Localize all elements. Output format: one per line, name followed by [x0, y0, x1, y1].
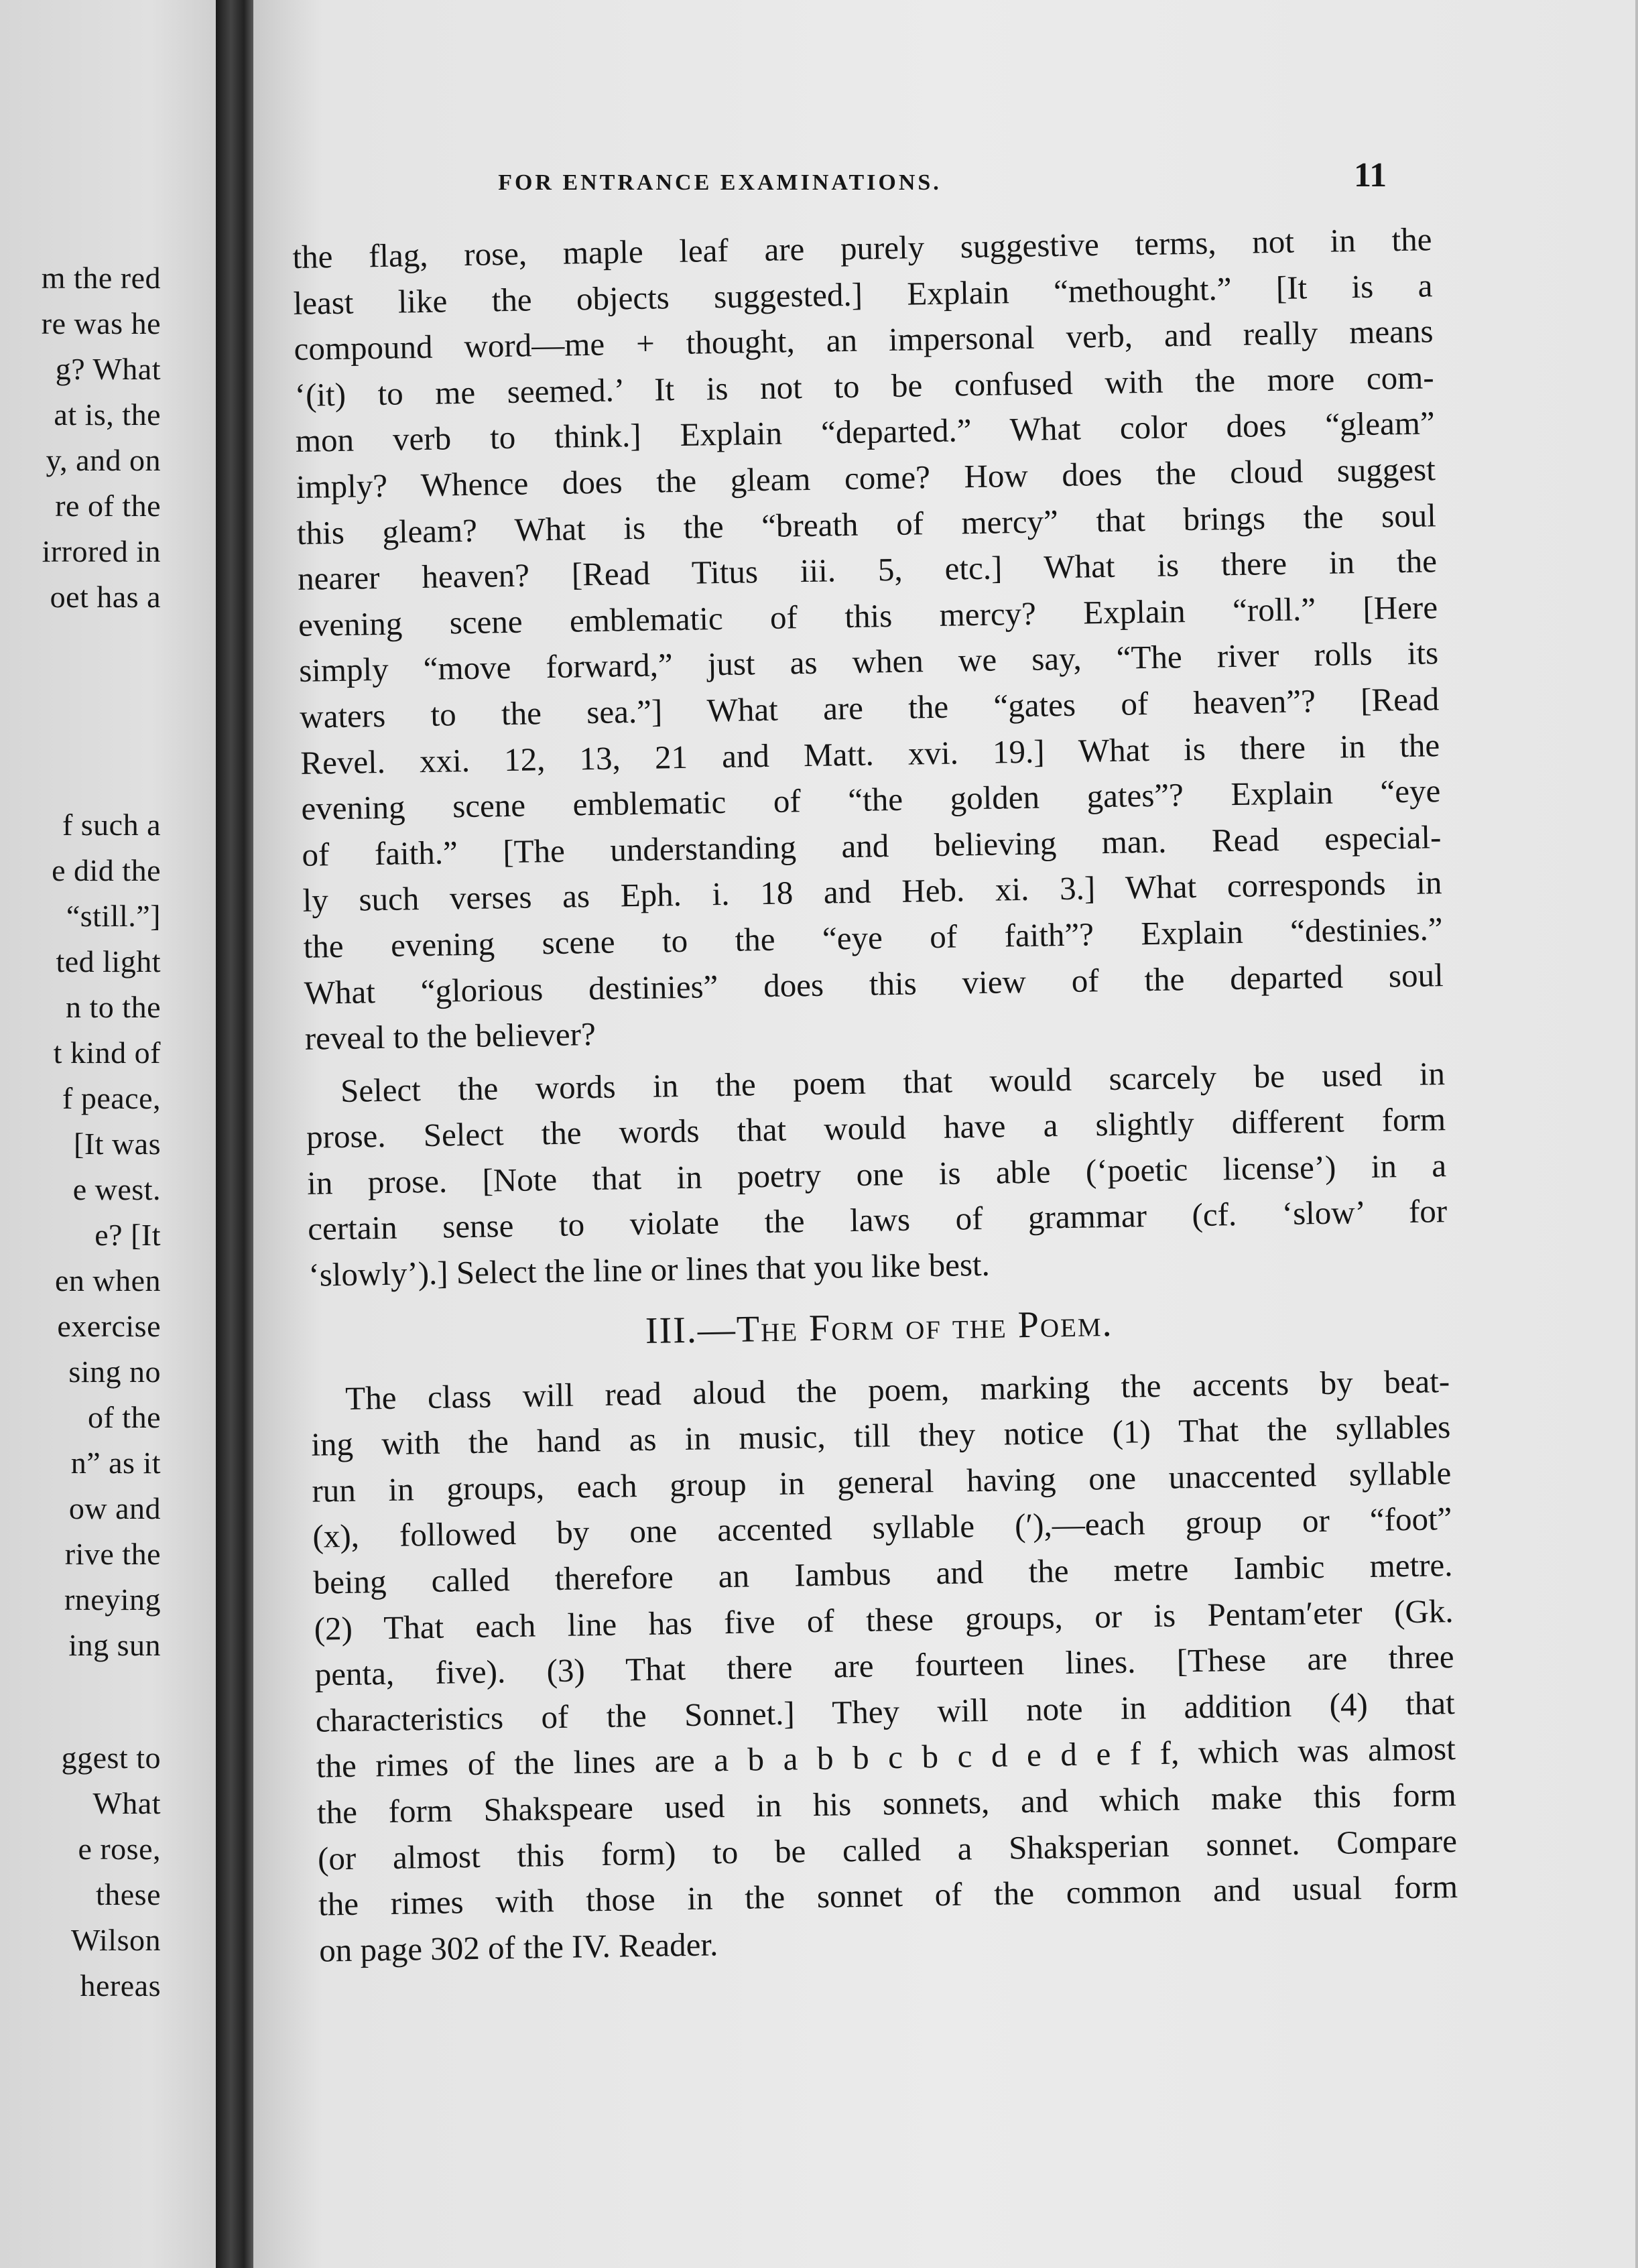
left-fragment: rive the: [64, 1537, 161, 1571]
text-line: penta, five). (3) That there are fourteen lines. [These are three: [314, 1638, 1454, 1693]
text-line: reveal to the believer?: [304, 1015, 596, 1057]
left-fragment: n” as it: [70, 1446, 161, 1480]
left-fragment: of the: [87, 1400, 161, 1434]
left-fragment: n to the: [66, 990, 161, 1024]
text-line: certain sense to violate the laws of grammar (cf. ‘slow’ for: [307, 1192, 1448, 1248]
text-line: (2) That each line has five of these groups, or is Pentam′eter (Gk.: [314, 1592, 1454, 1647]
text-line: the evening scene to the “eye of faith”? Explain “destinies.”: [303, 910, 1443, 965]
left-fragment: [It was: [74, 1127, 161, 1161]
left-fragment: e west.: [72, 1172, 161, 1206]
left-fragment: at is, the: [54, 397, 161, 432]
left-fragment: en when: [54, 1263, 161, 1298]
left-fragment: f peace,: [62, 1081, 161, 1115]
text-line: in prose. [Note that in poetry one is able (‘poetic license’) in a: [306, 1147, 1447, 1202]
left-page: [0, 0, 216, 2268]
text-line: (or almost this form) to be called a Shaksperian sonnet. Compare: [317, 1822, 1458, 1877]
section-heading: [309, 1293, 1449, 1366]
text-line: of faith.” [The understanding and believing man. Read especial-: [302, 818, 1442, 873]
left-fragment: these: [95, 1877, 161, 1911]
text-line: ing with the hand as in music, till they notice (1) That the syllables: [310, 1408, 1451, 1464]
text-line: ‘(it) to me seemed.’ It is not to be confused with the more com-: [294, 359, 1434, 414]
section-heading-text: III.—The Form of the Poem.: [645, 1302, 1113, 1352]
page-edge: [1635, 0, 1638, 2268]
paragraph-1: [292, 216, 1444, 1062]
paragraph-3: [310, 1359, 1459, 1974]
text-line: the flag, rose, maple leaf are purely suggestive terms, not in the: [292, 220, 1432, 275]
text-line: this gleam? What is the “breath of mercy” that brings the soul: [296, 496, 1437, 552]
text-line: imply? Whence does the gleam come? How does the cloud suggest: [296, 450, 1436, 505]
left-fragment: oet has a: [50, 580, 161, 614]
left-fragment: re of the: [55, 489, 161, 523]
left-fragment: ing sun: [68, 1628, 161, 1662]
left-fragment: sing no: [68, 1354, 161, 1389]
text-line: Revel. xxi. 12, 13, 21 and Matt. xvi. 19.] What is there in the: [300, 726, 1440, 781]
text-line: waters to the sea.”] What are the “gates of heaven”? [Read: [299, 680, 1440, 735]
left-fragment: ggest to: [61, 1741, 161, 1775]
left-fragment: What: [92, 1786, 161, 1820]
text-line: compound word—me + thought, an impersonal verb, and really means: [294, 312, 1434, 368]
text-line: being called therefore an Iambus and the metre Iambic metre.: [313, 1546, 1453, 1601]
left-fragment: e did the: [52, 853, 161, 887]
text-line: The class will read aloud the poem, marking the accents by beat-: [344, 1362, 1450, 1417]
left-fragment: “still.”]: [66, 899, 161, 933]
left-fragment: exercise: [57, 1309, 161, 1343]
left-fragment: ow and: [68, 1491, 161, 1525]
left-fragment: e rose,: [78, 1832, 161, 1866]
text-line: evening scene emblematic of this mercy? Explain “roll.” [Here: [298, 588, 1438, 643]
left-fragment: g? What: [55, 352, 161, 386]
text-line: Select the words in the poem that would scarcely be used in: [340, 1054, 1446, 1109]
text-line: prose. Select the words that would have a slightly different form: [306, 1100, 1446, 1156]
left-fragment: ted light: [56, 944, 161, 979]
left-fragment: t kind of: [53, 1035, 161, 1070]
text-line: What “glorious destinies” does this view of the departed soul: [304, 956, 1444, 1011]
book-gutter: [216, 0, 253, 2268]
left-fragment: rneying: [64, 1582, 161, 1617]
left-fragment: f such a: [62, 808, 161, 842]
left-fragment: Wilson: [70, 1923, 161, 1957]
page-body: [292, 216, 1459, 1974]
running-head: FOR ENTRANCE EXAMINATIONS.: [498, 170, 942, 195]
text-line: (x), followed by one accented syllable (′),—each group or “foot”: [312, 1500, 1452, 1556]
left-fragment: irrored in: [42, 534, 161, 568]
paragraph-2: [306, 1051, 1448, 1299]
text-line: run in groups, each group in general having one unaccented syllable: [312, 1454, 1452, 1509]
left-fragment: e? [It: [94, 1218, 161, 1252]
text-line: evening scene emblematic of “the golden gates”? Explain “eye: [301, 772, 1441, 828]
text-line: on page 302 of the IV. Reader.: [318, 1926, 718, 1969]
text-line: ly such verses as Eph. i. 18 and Heb. xi. 3.] What corresponds in: [302, 864, 1442, 920]
text-line: simply “move forward,” just as when we say, “The river rolls its: [298, 634, 1439, 690]
left-fragment: m the red: [41, 261, 161, 295]
text-line: characteristics of the Sonnet.] They will note in addition (4) that: [315, 1684, 1456, 1739]
left-fragment: hereas: [80, 1968, 161, 2003]
left-fragment: re was he: [41, 306, 161, 340]
text-line: ‘slowly’).] Select the line or lines that you like best.: [308, 1245, 991, 1294]
text-line: least like the objects suggested.] Explain “methought.” [It is a: [293, 266, 1433, 322]
text-line: nearer heaven? [Read Titus iii. 5, etc.] What is there in the: [297, 542, 1438, 598]
left-fragment: y, and on: [46, 443, 161, 477]
text-line: the rimes with those in the sonnet of the common and usual form: [318, 1868, 1458, 1923]
text-line: the rimes of the lines are a b a b b c b c d e d e f f, which was almost: [316, 1730, 1456, 1785]
page-number: 11: [1354, 156, 1387, 194]
text-line: the form Shakspeare used in his sonnets, and which make this form: [316, 1776, 1457, 1831]
text-line: mon verb to think.] Explain “departed.” What color does “gleam”: [295, 404, 1436, 460]
